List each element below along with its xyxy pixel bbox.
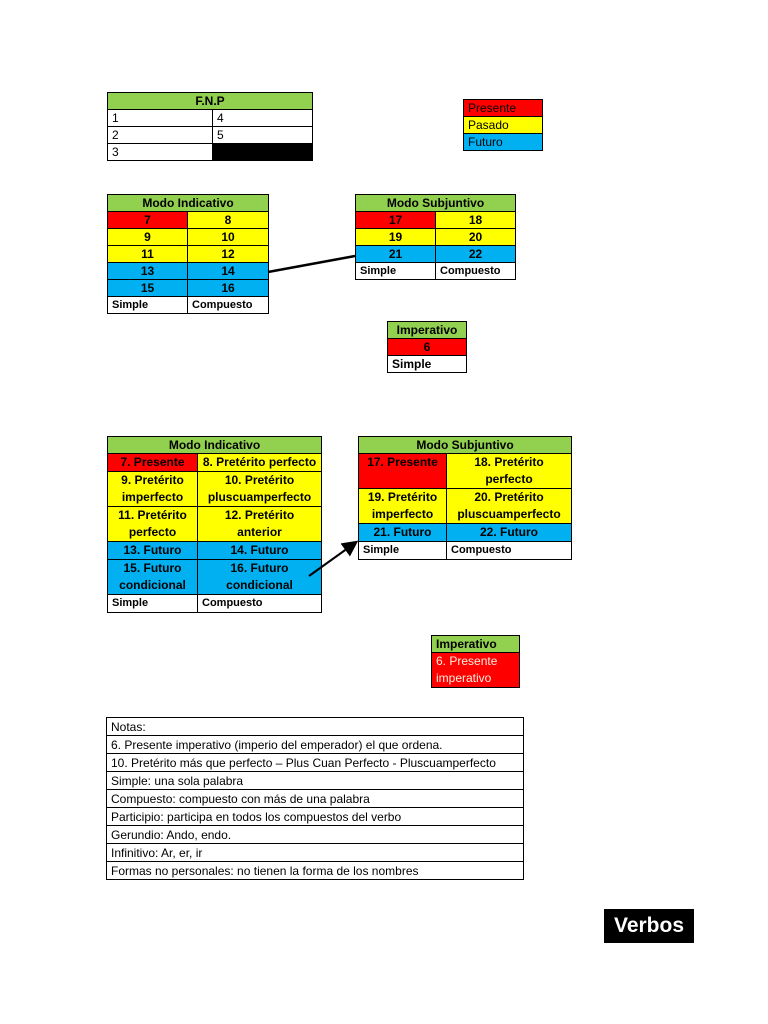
tense-cell: 21. Futuro (359, 524, 447, 542)
fnp-cell: 5 (213, 127, 313, 144)
tense-cell: 20. Pretérito pluscuamperfecto (447, 489, 572, 524)
tense-cell: 9. Pretérito imperfecto (108, 472, 198, 507)
note-row: 10. Pretérito más que perfecto – Plus Cuan Perfecto - Pluscuamperfecto (107, 754, 524, 772)
tense-cell: 10 (188, 229, 269, 246)
fnp-title: F.N.P (108, 93, 313, 110)
tense-cell: 19. Pretérito imperfecto (359, 489, 447, 524)
note-row: 6. Presente imperativo (imperio del emperador) el que ordena. (107, 736, 524, 754)
tense-cell: 11. Pretérito perfecto (108, 507, 198, 542)
footer-simple: Simple (359, 542, 447, 560)
tense-cell: 6 (388, 339, 467, 356)
tense-cell: 12. Pretérito anterior (198, 507, 322, 542)
note-row: Compuesto: compuesto con más de una palabra (107, 790, 524, 808)
fnp-cell: 4 (213, 110, 313, 127)
fnp-cell: 3 (108, 144, 213, 161)
note-row: Infinitivo: Ar, er, ir (107, 844, 524, 862)
tense-cell: 13 (108, 263, 188, 280)
tense-cell: 7. Presente (108, 454, 198, 472)
tense-cell: 18. Pretérito perfecto (447, 454, 572, 489)
subjuntivo-big-title: Modo Subjuntivo (359, 437, 572, 454)
note-row: Notas: (107, 718, 524, 736)
tense-cell: 17 (356, 212, 436, 229)
tense-cell: 6. Presente imperativo (432, 653, 520, 688)
note-row: Gerundio: Ando, endo. (107, 826, 524, 844)
subjuntivo-small-title: Modo Subjuntivo (356, 195, 516, 212)
legend-pasado: Pasado (464, 117, 543, 134)
footer-simple: Simple (108, 297, 188, 314)
fnp-cell: 1 (108, 110, 213, 127)
legend-futuro: Futuro (464, 134, 543, 151)
footer-compuesto: Compuesto (436, 263, 516, 280)
tense-cell: 13. Futuro (108, 542, 198, 560)
tense-cell: 14 (188, 263, 269, 280)
imperativo-small-title: Imperativo (388, 322, 467, 339)
verbos-badge: Verbos (604, 909, 694, 943)
note-row: Participio: participa en todos los compuestos del verbo (107, 808, 524, 826)
tense-cell: 14. Futuro (198, 542, 322, 560)
note-row: Formas no personales: no tienen la forma de los nombres (107, 862, 524, 880)
tense-cell: 19 (356, 229, 436, 246)
footer-simple: Simple (356, 263, 436, 280)
tense-cell: 16. Futuro condicional (198, 560, 322, 595)
footer-simple: Simple (388, 356, 467, 373)
footer-compuesto: Compuesto (447, 542, 572, 560)
tense-cell: 15 (108, 280, 188, 297)
tense-cell: 20 (436, 229, 516, 246)
footer-simple: Simple (108, 595, 198, 613)
tense-cell: 9 (108, 229, 188, 246)
note-row: Simple: una sola palabra (107, 772, 524, 790)
tense-cell: 8. Pretérito perfecto (198, 454, 322, 472)
footer-compuesto: Compuesto (198, 595, 322, 613)
tense-cell: 10. Pretérito pluscuamperfecto (198, 472, 322, 507)
tense-cell: 22. Futuro (447, 524, 572, 542)
legend-presente: Presente (464, 100, 543, 117)
indicativo-big-title: Modo Indicativo (108, 437, 322, 454)
tense-cell: 11 (108, 246, 188, 263)
tense-cell: 17. Presente (359, 454, 447, 489)
tense-cell: 7 (108, 212, 188, 229)
tense-cell: 8 (188, 212, 269, 229)
tense-cell: 22 (436, 246, 516, 263)
imperativo-big-title: Imperativo (432, 636, 520, 653)
tense-cell: 18 (436, 212, 516, 229)
connector-arrow-big (309, 543, 355, 576)
tense-cell: 15. Futuro condicional (108, 560, 198, 595)
fnp-cell: 2 (108, 127, 213, 144)
tense-cell: 12 (188, 246, 269, 263)
tense-cell: 21 (356, 246, 436, 263)
tense-cell: 16 (188, 280, 269, 297)
indicativo-small-title: Modo Indicativo (108, 195, 269, 212)
footer-compuesto: Compuesto (188, 297, 269, 314)
connector-line-small (268, 256, 355, 272)
